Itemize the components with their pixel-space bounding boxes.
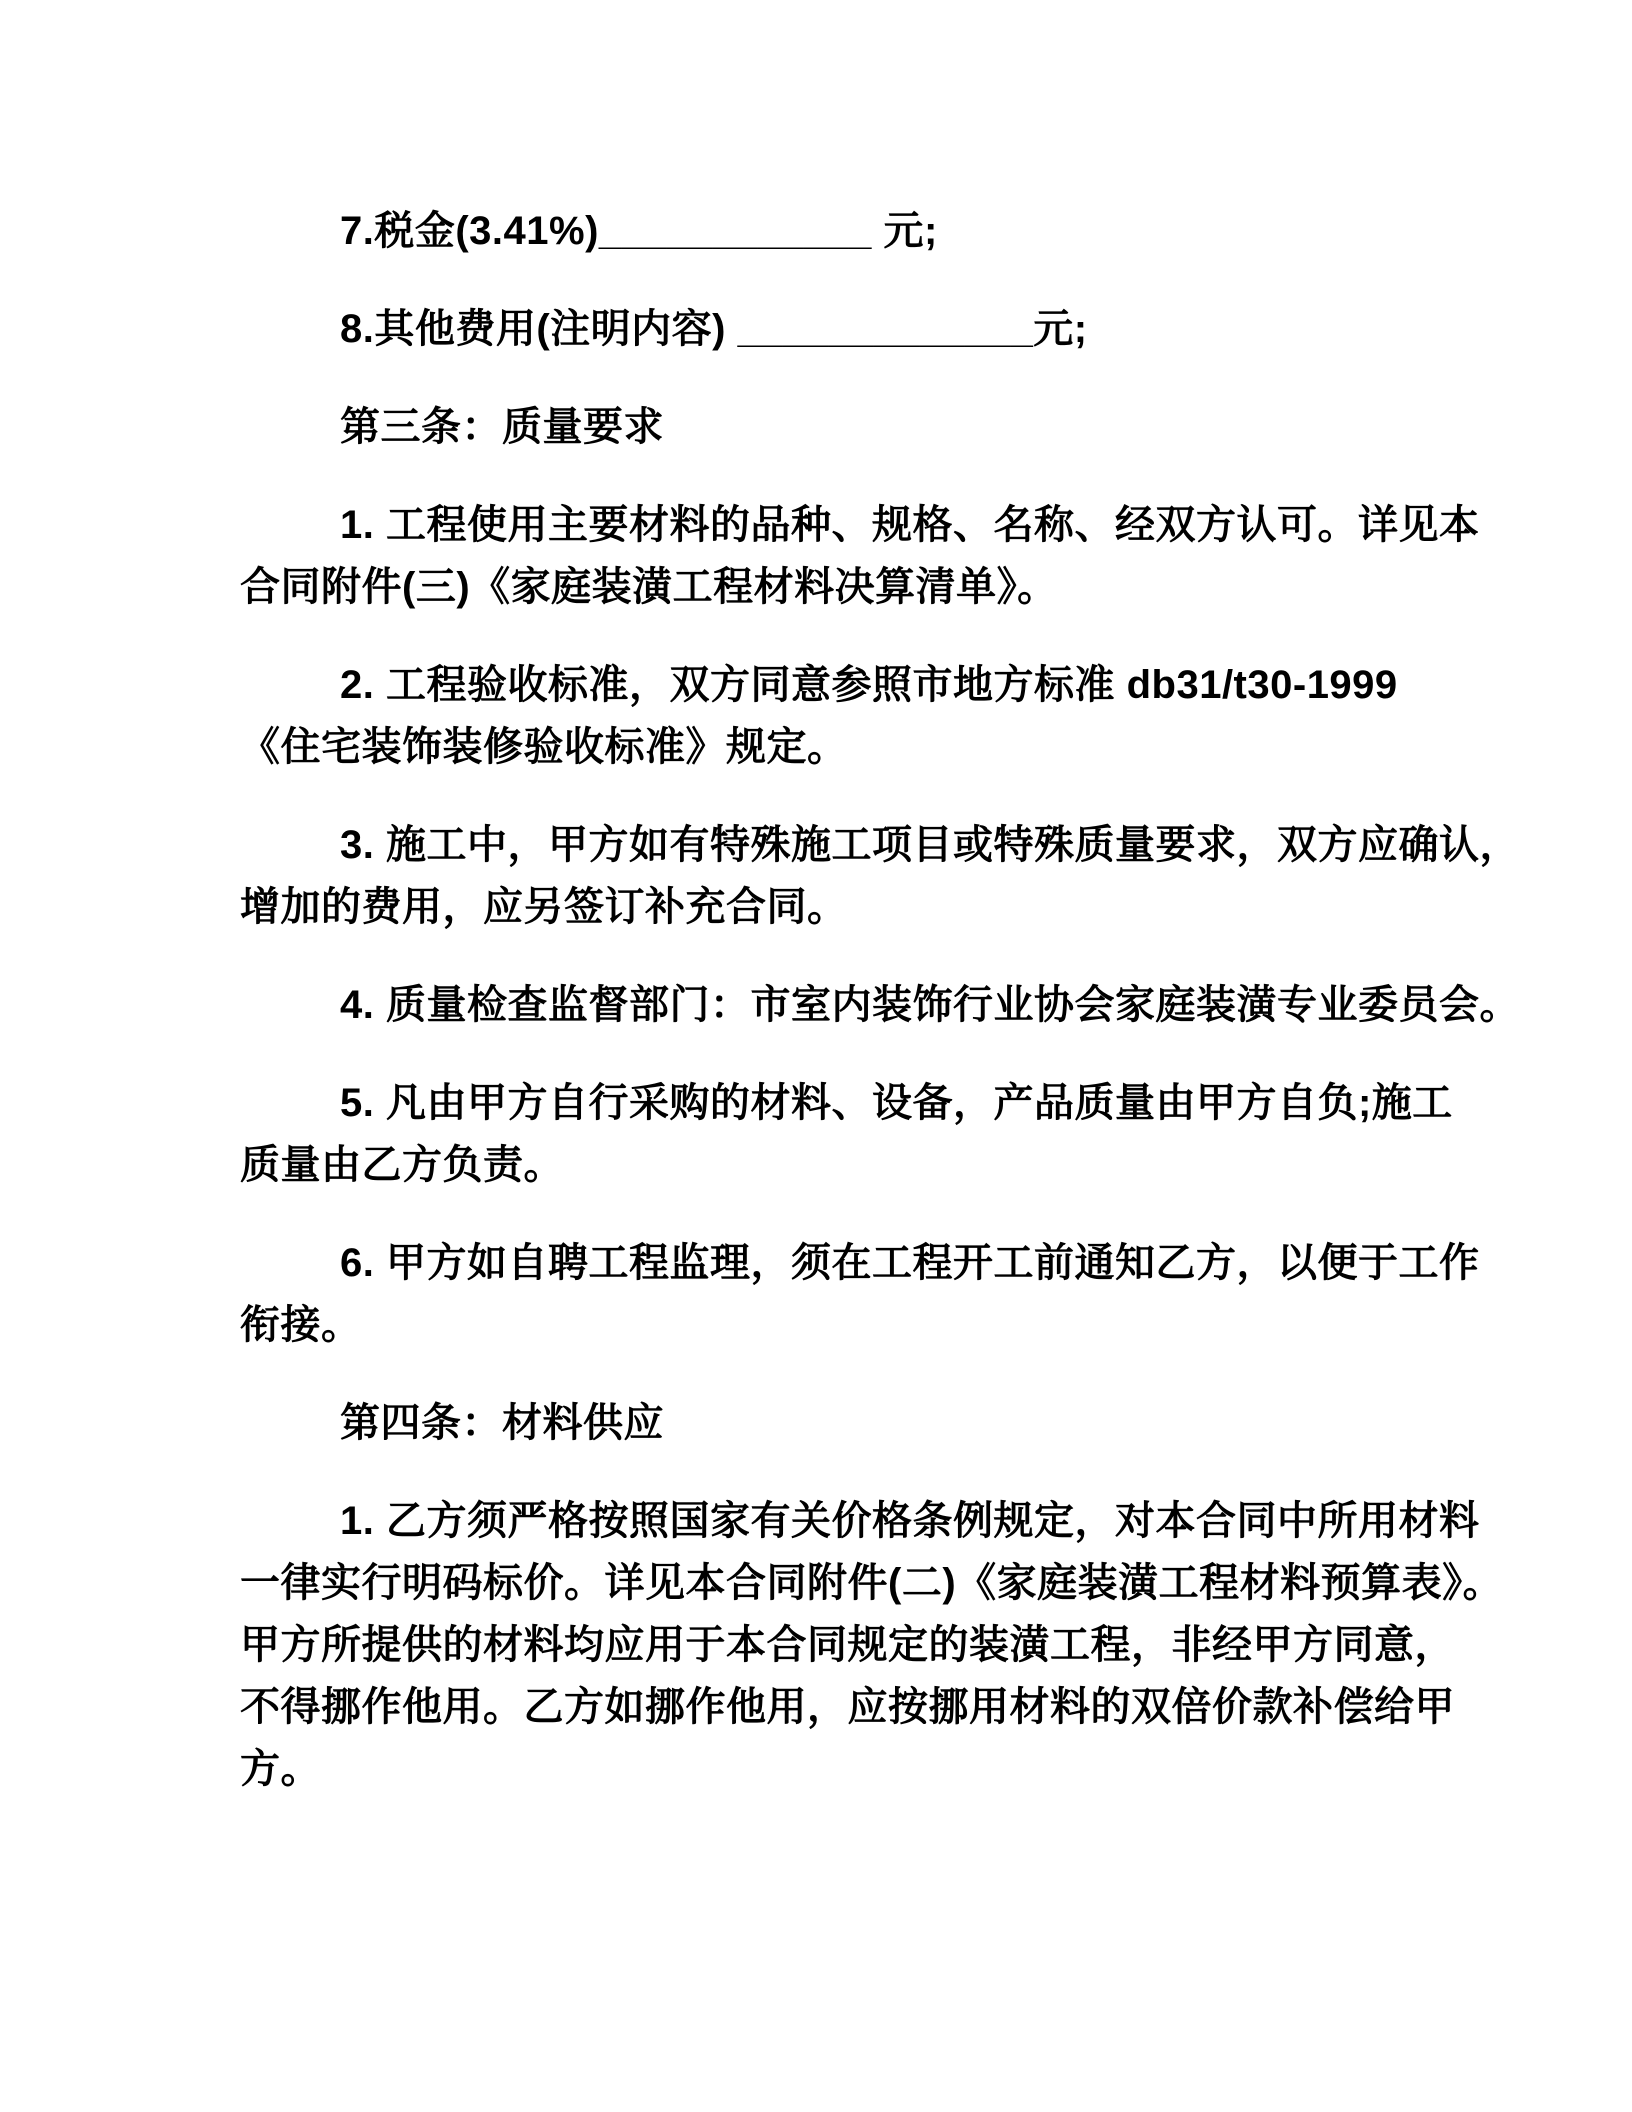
text-line: 甲方所提供的材料均应用于本合同规定的装潢工程，非经甲方同意， <box>240 1623 1455 1667</box>
clause-3-item-4 <box>240 974 1520 1036</box>
text-line: 不得挪作他用。乙方如挪作他用，应按挪用材料的双倍价款补偿给甲 <box>240 1685 1455 1729</box>
text-line: 一律实行明码标价。详见本合同附件(二)《家庭装潢工程材料预算表》。 <box>240 1561 1504 1605</box>
text-line: 方。 <box>240 1747 321 1791</box>
text-line: 8.其他费用(注明内容) _____________元; <box>340 307 1088 351</box>
text-line: 5. 凡由甲方自行采购的材料、设备，产品质量由甲方自负;施工 <box>340 1081 1453 1125</box>
text-line: 3. 施工中，甲方如有特殊施工项目或特殊质量要求，双方应确认， <box>340 823 1520 867</box>
clause-3-item-5 <box>240 1072 1482 1196</box>
text-line: 合同附件(三)《家庭装潢工程材料决算清单》。 <box>240 565 1058 609</box>
clause-3-item-3 <box>240 814 1520 938</box>
text-line: 质量由乙方负责。 <box>240 1143 564 1187</box>
text-line: 7.税金(3.41%)____________ 元; <box>340 209 938 253</box>
text-line: 6. 甲方如自聘工程监理，须在工程开工前通知乙方，以便于工作 <box>340 1241 1480 1285</box>
text-line: 4. 质量检查监督部门：市室内装饰行业协会家庭装潢专业委员会。 <box>340 983 1520 1027</box>
clause-3-item-2 <box>240 654 1482 778</box>
text-line: 1. 工程使用主要材料的品种、规格、名称、经双方认可。详见本 <box>340 503 1480 547</box>
text-line: 2. 工程验收标准，双方同意参照市地方标准 db31/t30-1999 <box>340 663 1398 707</box>
text-line: 衔接。 <box>240 1303 362 1347</box>
text-line: 1. 乙方须严格按照国家有关价格条例规定，对本合同中所用材料 <box>340 1499 1480 1543</box>
clause-3-heading <box>240 396 1482 458</box>
clause-2-item-7-tax <box>240 200 1482 262</box>
text-line: 第三条：质量要求 <box>340 405 664 449</box>
clause-3-item-1 <box>240 494 1482 618</box>
clause-4-heading <box>240 1392 1482 1454</box>
text-line: 第四条：材料供应 <box>340 1401 664 1445</box>
clause-3-item-6 <box>240 1232 1482 1356</box>
text-line: 《住宅装饰装修验收标准》规定。 <box>240 725 848 769</box>
text-line: 增加的费用，应另签订补充合同。 <box>240 885 848 929</box>
contract-text-body <box>240 200 1520 1800</box>
clause-2-item-8-other-fees <box>240 298 1482 360</box>
clause-4-item-1 <box>240 1490 1504 1800</box>
